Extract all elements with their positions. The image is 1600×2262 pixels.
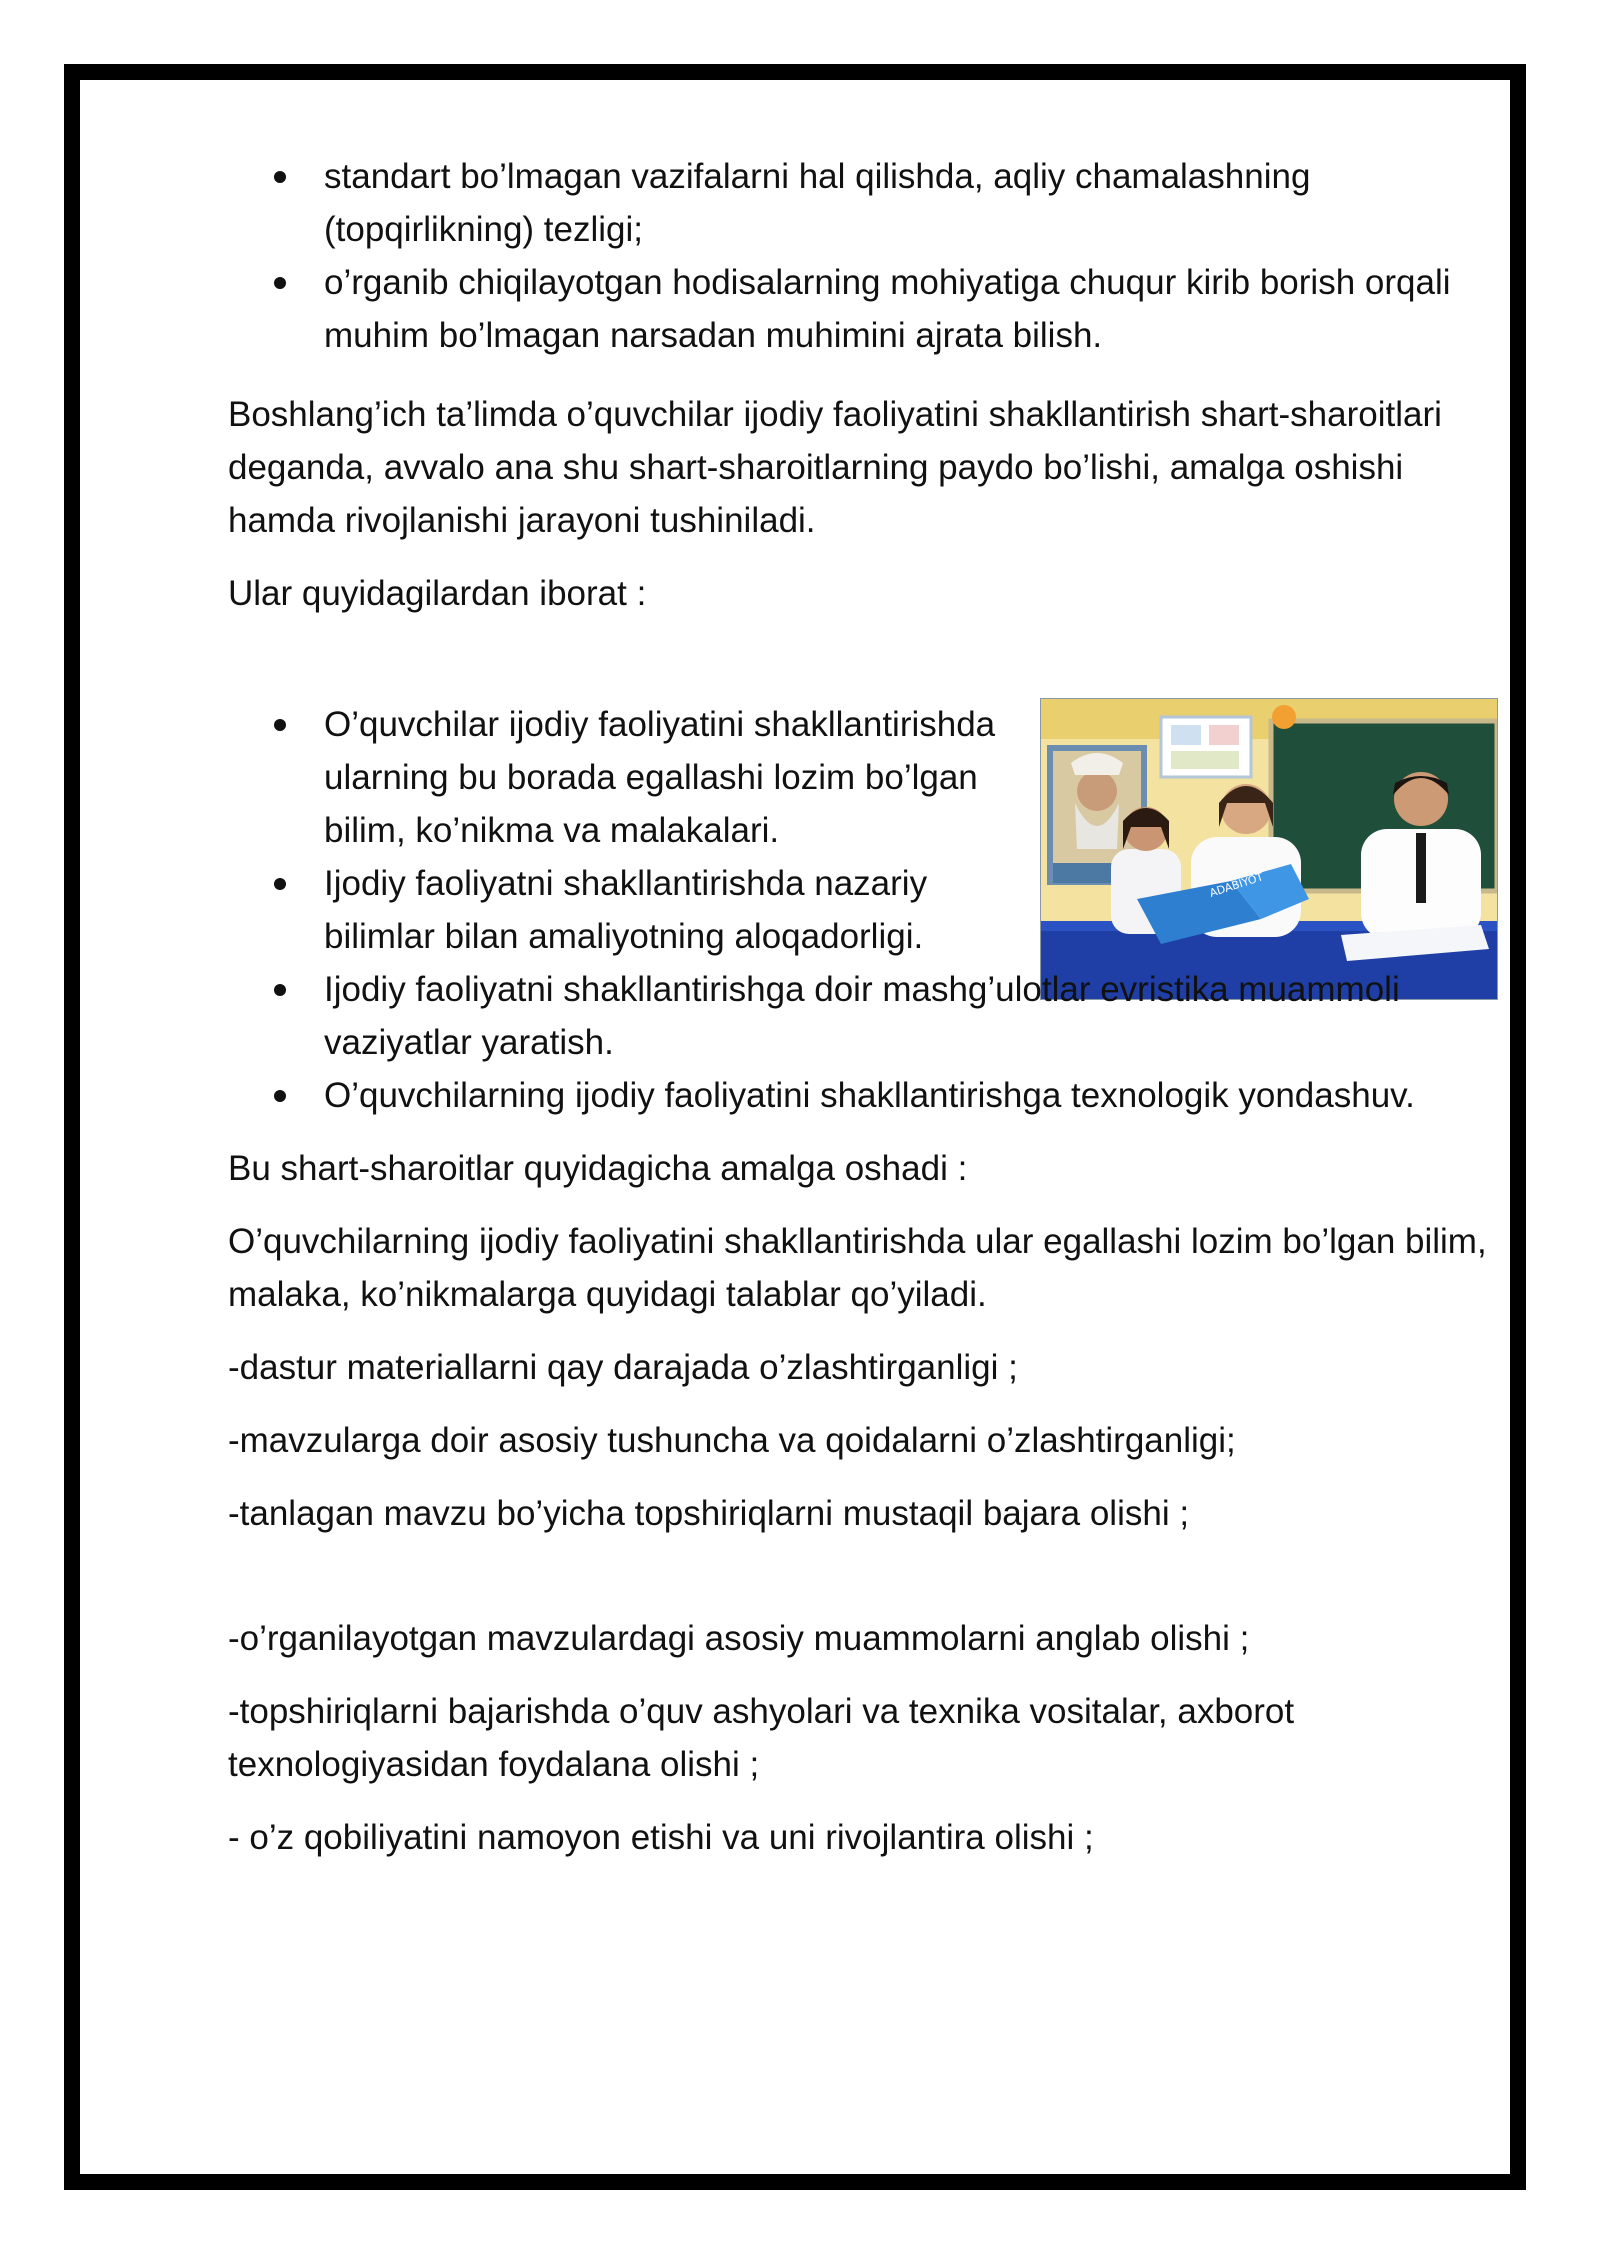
paragraph: Ular quyidagilardan iborat : (228, 574, 647, 613)
paragraph: Boshlang’ich ta’limda o’quvchilar ijodiy faoliyatini shakllantirish shart-sharoitlari deganda, avvalo ana shu shart-sharoitlarning paydo bo’lishi, amalga oshishi hamda rivojlanishi jarayoni tushiniladi. (228, 395, 1442, 540)
list-item: Ijodiy faoliyatni shakllantirishga doir mashg’ulotlar evristika muammoli vaziyatlar yaratish. (324, 963, 1488, 1069)
requirement-item: -dastur materiallarni qay darajada o’zlashtirganligi ; (228, 1348, 1018, 1387)
requirement-item: - o’z qobiliyatini namoyon etishi va uni rivojlantira olishi ; (228, 1818, 1094, 1857)
list-item: Ijodiy faoliyatni shakllantirishda nazariy bilimlar bilan amaliyotning aloqadorligi. (324, 857, 1488, 963)
requirement-item: -tanlagan mavzu bo’yicha topshiriqlarni mustaqil bajara olishi ; (228, 1494, 1190, 1533)
book-title: ADABIYOT (1207, 870, 1265, 900)
document-body (228, 150, 1488, 1864)
list-item: o’rganib chiqilayotgan hodisalarning mohiyatiga chuqur kirib borish orqali muhim bo’lmagan narsadan muhimini ajrata bilish. (324, 256, 1488, 362)
bullet-list-top (228, 150, 1488, 362)
requirement-item: -o’rganilayotgan mavzulardagi asosiy muammolarni anglab olishi ; (228, 1619, 1250, 1658)
requirement-item: -topshiriqlarni bajarishda o’quv ashyolari va texnika vositalar, axborot texnologiyasidan foydalana olishi ; (228, 1692, 1295, 1784)
bullet-list-conditions (228, 698, 1488, 1122)
paragraph: O’quvchilarning ijodiy faoliyatini shakllantirishda ular egallashi lozim bo’lgan bilim, malaka, ko’nikmalarga quyidagi talablar qo’yiladi. (228, 1222, 1487, 1314)
list-item: O’quvchilarning ijodiy faoliyatini shakllantirishga texnologik yondashuv. (324, 1069, 1488, 1122)
list-item: O’quvchilar ijodiy faoliyatini shakllantirishda ularning bu borada egallashi lozim bo’lgan bilim, ko’nikma va malakalari. (324, 698, 1488, 857)
requirement-item: -mavzularga doir asosiy tushuncha va qoidalarni o’zlashtirganligi; (228, 1421, 1236, 1460)
list-item: standart bo’lmagan vazifalarni hal qilishda, aqliy chamalashning (topqirlikning) tezligi; (324, 150, 1488, 256)
paragraph: Bu shart-sharoitlar quyidagicha amalga oshadi : (228, 1149, 968, 1188)
conditions-section (228, 698, 1488, 1122)
